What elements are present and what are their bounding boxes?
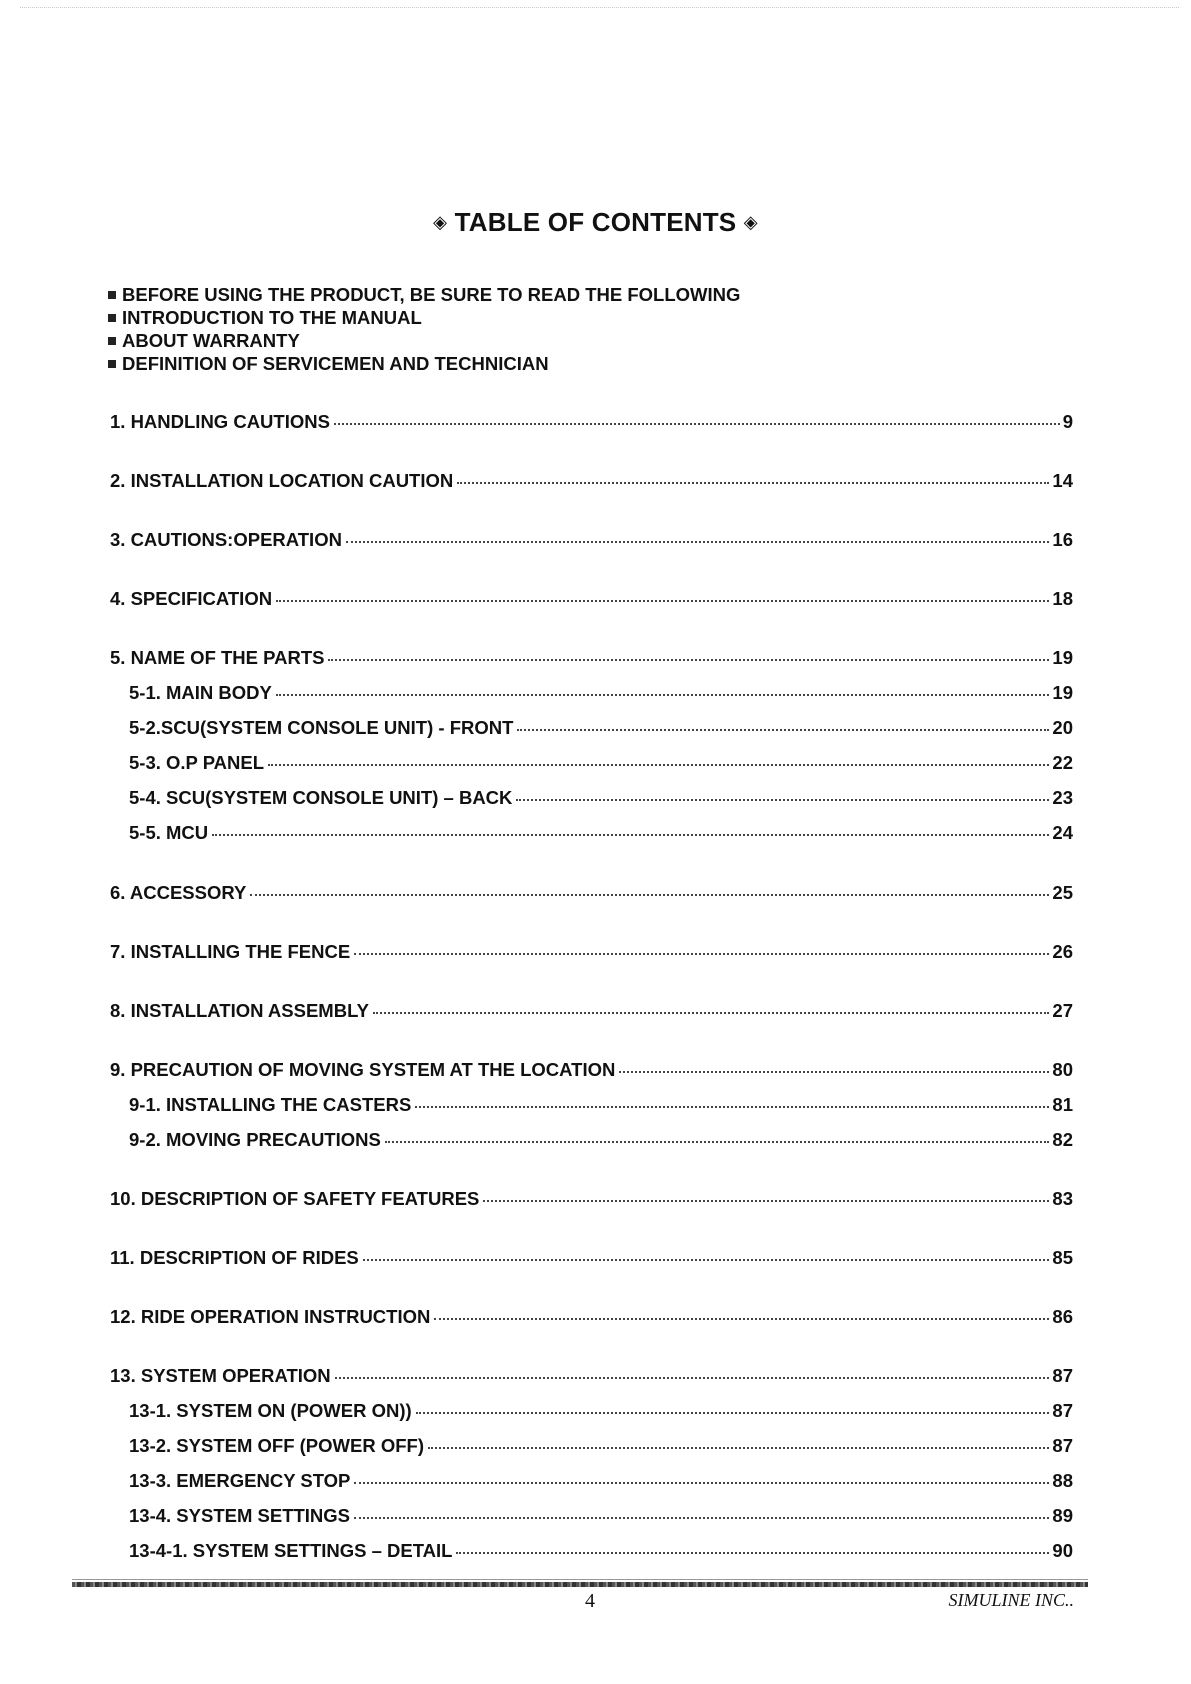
toc-subentry: 5-4. SCU(SYSTEM CONSOLE UNIT) – BACK 23	[129, 787, 1073, 808]
toc-entry: 13. SYSTEM OPERATION 87	[110, 1365, 1073, 1386]
square-bullet-icon	[108, 337, 116, 345]
toc-subentry: 13-1. SYSTEM ON (POWER ON)) 87	[129, 1400, 1073, 1421]
bullet-item: INTRODUCTION TO THE MANUAL	[108, 306, 740, 329]
toc-subentry: 5-5. MCU 24	[129, 822, 1073, 843]
toc-entry: 10. DESCRIPTION OF SAFETY FEATURES 83	[110, 1188, 1073, 1209]
scan-edge-noise	[20, 7, 1179, 8]
toc-entry: 3. CAUTIONS:OPERATION 16	[110, 529, 1073, 550]
toc-subentry: 9-2. MOVING PRECAUTIONS 82	[129, 1129, 1073, 1150]
toc-subentry: 9-1. INSTALLING THE CASTERS 81	[129, 1094, 1073, 1115]
toc-subentry: 5-1. MAIN BODY 19	[129, 682, 1073, 703]
toc-entry: 5. NAME OF THE PARTS 19	[110, 647, 1073, 668]
preface-bullet-list	[108, 283, 740, 375]
diamond-right-icon: ◈	[743, 212, 758, 232]
page-title	[0, 207, 1191, 238]
footer-rule	[72, 1582, 1088, 1587]
toc-entry: 11. DESCRIPTION OF RIDES 85	[110, 1247, 1073, 1268]
toc-entry: 8. INSTALLATION ASSEMBLY 27	[110, 1000, 1073, 1021]
footer-rule-thin	[72, 1579, 1088, 1580]
company-name: SIMULINE INC..	[948, 1590, 1074, 1610]
toc-subentry: 13-4-1. SYSTEM SETTINGS – DETAIL 90	[129, 1540, 1073, 1561]
square-bullet-icon	[108, 314, 116, 322]
toc-entry: 6. ACCESSORY 25	[110, 882, 1073, 903]
toc-subentry: 13-3. EMERGENCY STOP 88	[129, 1470, 1073, 1491]
bullet-item: DEFINITION OF SERVICEMEN AND TECHNICIAN	[108, 352, 740, 375]
toc-subentry: 13-2. SYSTEM OFF (POWER OFF) 87	[129, 1435, 1073, 1456]
bullet-item: ABOUT WARRANTY	[108, 329, 740, 352]
title-text: TABLE OF CONTENTS	[454, 207, 737, 237]
bullet-item: BEFORE USING THE PRODUCT, BE SURE TO READ THE FOLLOWING	[108, 283, 740, 306]
toc-entry: 12. RIDE OPERATION INSTRUCTION 86	[110, 1306, 1073, 1327]
toc-entry: 1. HANDLING CAUTIONS 9	[110, 411, 1073, 432]
toc-entry: 7. INSTALLING THE FENCE 26	[110, 941, 1073, 962]
toc-subentry: 5-2.SCU(SYSTEM CONSOLE UNIT) - FRONT 20	[129, 717, 1073, 738]
toc-entry: 2. INSTALLATION LOCATION CAUTION 14	[110, 470, 1073, 491]
toc-entry: 9. PRECAUTION OF MOVING SYSTEM AT THE LOCATION 80	[110, 1059, 1073, 1080]
toc-subentry: 5-3. O.P PANEL 22	[129, 752, 1073, 773]
diamond-left-icon: ◈	[433, 212, 448, 232]
toc-subentry: 13-4. SYSTEM SETTINGS 89	[129, 1505, 1073, 1526]
square-bullet-icon	[108, 291, 116, 299]
toc-entry: 4. SPECIFICATION 18	[110, 588, 1073, 609]
square-bullet-icon	[108, 360, 116, 368]
page-number: 4	[585, 1590, 595, 1612]
